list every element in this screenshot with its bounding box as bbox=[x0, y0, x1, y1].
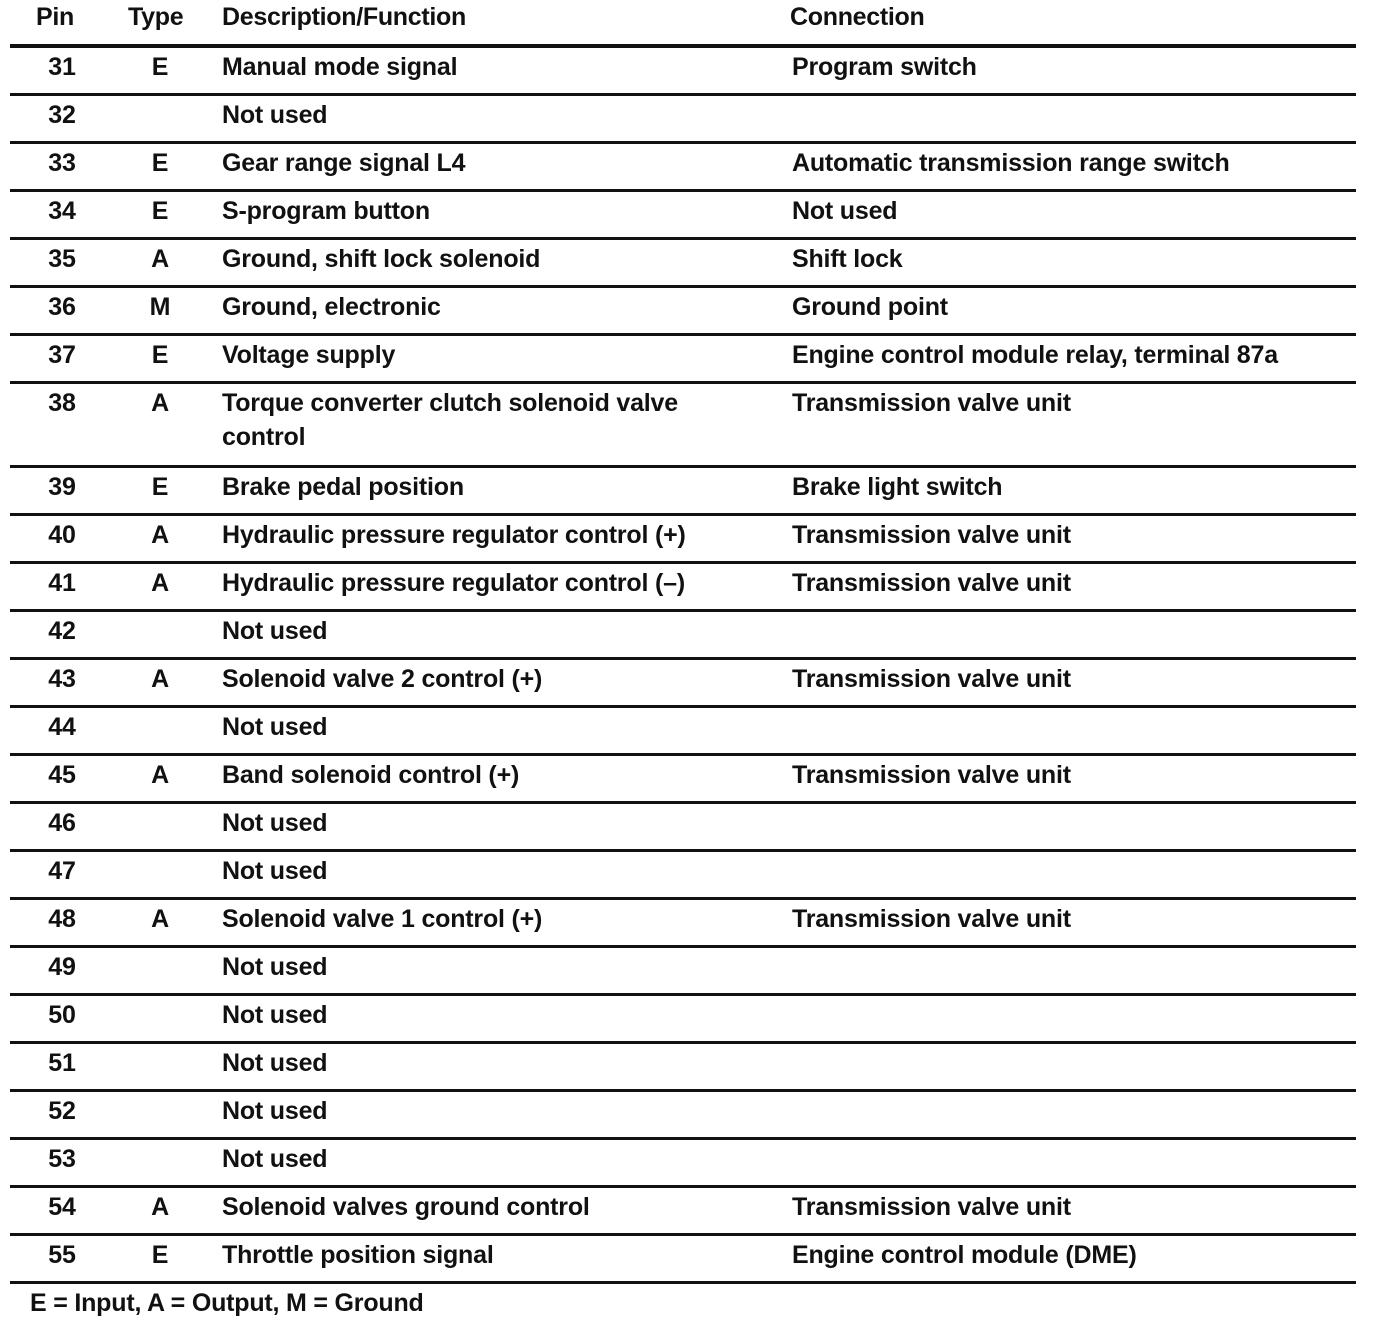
description-cell: Not used bbox=[222, 857, 328, 885]
description-cell: Ground, shift lock solenoid bbox=[222, 245, 541, 273]
pin-cell: 36 bbox=[48, 293, 76, 321]
table-body bbox=[10, 48, 1356, 1284]
table-row bbox=[10, 660, 1356, 708]
table-row bbox=[10, 384, 1356, 468]
type-cell: A bbox=[151, 569, 169, 597]
description-cell: Voltage supply bbox=[222, 341, 396, 369]
pin-cell: 38 bbox=[48, 389, 76, 417]
description-cell: Solenoid valves ground control bbox=[222, 1193, 590, 1221]
description-cell: Ground, electronic bbox=[222, 293, 441, 321]
pin-cell: 33 bbox=[48, 149, 76, 177]
description-cell: Manual mode signal bbox=[222, 53, 458, 81]
description-cell: Solenoid valve 1 control (+) bbox=[222, 905, 543, 933]
connection-cell: Automatic transmission range switch bbox=[792, 149, 1230, 177]
description-cell: Torque converter clutch solenoid valve control bbox=[222, 389, 678, 451]
description-cell: Not used bbox=[222, 713, 328, 741]
connection-cell: Transmission valve unit bbox=[792, 761, 1071, 789]
table-row bbox=[10, 1236, 1356, 1284]
description-cell: Not used bbox=[222, 953, 328, 981]
connection-cell: Shift lock bbox=[792, 245, 903, 273]
pin-cell: 31 bbox=[48, 53, 76, 81]
type-legend: E = Input, A = Output, M = Ground bbox=[30, 1289, 424, 1317]
connection-cell: Transmission valve unit bbox=[792, 665, 1071, 693]
type-cell: A bbox=[151, 905, 169, 933]
table-header bbox=[10, 0, 1356, 48]
table-row bbox=[10, 852, 1356, 900]
pin-cell: 54 bbox=[48, 1193, 76, 1221]
description-cell: Band solenoid control (+) bbox=[222, 761, 520, 789]
connection-cell: Transmission valve unit bbox=[792, 569, 1071, 597]
type-cell: E bbox=[151, 53, 169, 81]
description-cell: Not used bbox=[222, 1097, 328, 1125]
table-row bbox=[10, 96, 1356, 144]
description-cell: Not used bbox=[222, 809, 328, 837]
pin-cell: 46 bbox=[48, 809, 76, 837]
type-cell: E bbox=[151, 1241, 169, 1269]
table-row bbox=[10, 48, 1356, 96]
connection-cell: Not used bbox=[792, 197, 898, 225]
type-cell: E bbox=[151, 197, 169, 225]
pin-cell: 45 bbox=[48, 761, 76, 789]
pin-cell: 42 bbox=[48, 617, 76, 645]
pin-cell: 52 bbox=[48, 1097, 76, 1125]
table-row bbox=[10, 1188, 1356, 1236]
description-cell: Not used bbox=[222, 1049, 328, 1077]
table-row bbox=[10, 804, 1356, 852]
type-cell: E bbox=[151, 473, 169, 501]
table-row bbox=[10, 336, 1356, 384]
header-connection: Connection bbox=[790, 3, 925, 31]
connection-cell: Engine control module (DME) bbox=[792, 1241, 1137, 1269]
description-cell: Solenoid valve 2 control (+) bbox=[222, 665, 543, 693]
pin-cell: 34 bbox=[48, 197, 76, 225]
pin-cell: 39 bbox=[48, 473, 76, 501]
description-cell: Hydraulic pressure regulator control (+) bbox=[222, 521, 686, 549]
table-row bbox=[10, 468, 1356, 516]
description-cell: Not used bbox=[222, 1145, 328, 1173]
connection-cell: Transmission valve unit bbox=[792, 905, 1071, 933]
type-cell: A bbox=[151, 665, 169, 693]
pin-cell: 49 bbox=[48, 953, 76, 981]
type-cell: M bbox=[149, 293, 171, 321]
table-row bbox=[10, 900, 1356, 948]
description-cell: Hydraulic pressure regulator control (–) bbox=[222, 569, 685, 597]
table-row bbox=[10, 240, 1356, 288]
description-cell: Not used bbox=[222, 617, 328, 645]
pin-cell: 43 bbox=[48, 665, 76, 693]
description-cell: Gear range signal L4 bbox=[222, 149, 466, 177]
pin-cell: 47 bbox=[48, 857, 76, 885]
pin-cell: 44 bbox=[48, 713, 76, 741]
connection-cell: Transmission valve unit bbox=[792, 521, 1071, 549]
header-pin: Pin bbox=[36, 3, 74, 31]
description-cell: Not used bbox=[222, 1001, 328, 1029]
pin-cell: 50 bbox=[48, 1001, 76, 1029]
table-row bbox=[10, 288, 1356, 336]
pin-cell: 40 bbox=[48, 521, 76, 549]
description-cell: Throttle position signal bbox=[222, 1241, 494, 1269]
pin-cell: 48 bbox=[48, 905, 76, 933]
type-cell: E bbox=[151, 149, 169, 177]
table-row bbox=[10, 612, 1356, 660]
table-row bbox=[10, 1092, 1356, 1140]
pin-cell: 41 bbox=[48, 569, 76, 597]
type-cell: A bbox=[151, 521, 169, 549]
table-row bbox=[10, 144, 1356, 192]
pin-cell: 53 bbox=[48, 1145, 76, 1173]
connection-cell: Transmission valve unit bbox=[792, 1193, 1071, 1221]
connection-cell: Program switch bbox=[792, 53, 977, 81]
table-row bbox=[10, 1044, 1356, 1092]
description-cell: Brake pedal position bbox=[222, 473, 464, 501]
pin-cell: 35 bbox=[48, 245, 76, 273]
table-row bbox=[10, 756, 1356, 804]
pin-cell: 55 bbox=[48, 1241, 76, 1269]
description-cell: S-program button bbox=[222, 197, 430, 225]
table-row bbox=[10, 564, 1356, 612]
type-cell: A bbox=[151, 245, 169, 273]
connection-cell: Ground point bbox=[792, 293, 948, 321]
table-row bbox=[10, 192, 1356, 240]
connection-cell: Brake light switch bbox=[792, 473, 1003, 501]
table-row bbox=[10, 996, 1356, 1044]
header-description: Description/Function bbox=[222, 3, 467, 31]
table-row bbox=[10, 708, 1356, 756]
description-cell: Not used bbox=[222, 101, 328, 129]
header-type: Type bbox=[128, 3, 184, 31]
connection-cell: Engine control module relay, terminal 87a bbox=[792, 341, 1278, 369]
pin-cell: 37 bbox=[48, 341, 76, 369]
type-cell: A bbox=[151, 389, 169, 417]
table-row bbox=[10, 516, 1356, 564]
table-row bbox=[10, 948, 1356, 996]
type-cell: A bbox=[151, 761, 169, 789]
pin-cell: 51 bbox=[48, 1049, 76, 1077]
type-cell: E bbox=[151, 341, 169, 369]
table-row bbox=[10, 1140, 1356, 1188]
connection-cell: Transmission valve unit bbox=[792, 389, 1071, 417]
type-cell: A bbox=[151, 1193, 169, 1221]
pin-cell: 32 bbox=[48, 101, 76, 129]
